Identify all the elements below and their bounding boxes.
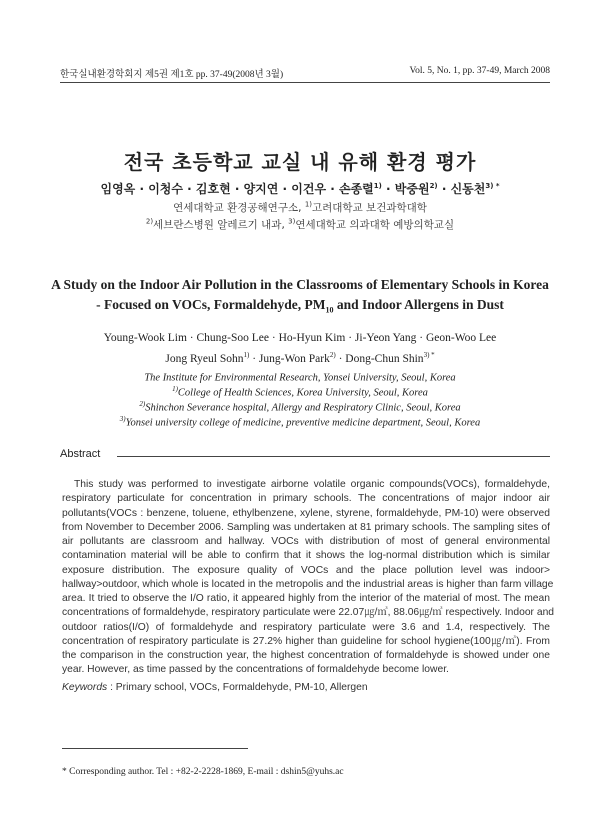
abstract-line: exposure distribution. The exposure quality of VOCs and the place pollution level was indoor> xyxy=(62,564,550,576)
abstract-body xyxy=(62,478,555,678)
korean-authors xyxy=(0,180,600,197)
author-name: 박중원 xyxy=(394,182,430,196)
author-name: 신동천 xyxy=(450,182,486,196)
footnote-rule xyxy=(62,748,248,749)
abstract-line: This study was performed to investigate airborne volatile organic compounds(VOCs), formaldehyde, xyxy=(74,479,550,490)
journal-header-english: Vol. 5, No. 1, pp. 37-49, March 2008 xyxy=(409,66,550,76)
affiliation-text: The Institute for Environmental Research, Yonsei University, Seoul, Korea xyxy=(144,372,456,384)
abstract-line: pollutants(VOCs : benzene, toluene, ethylbenzene, xylene, styrene, formaldehyde, PM-10) were observed xyxy=(62,507,550,519)
abstract-line: area. It tried to observe the I/O ratio, it appeared highly from the interior of the material of most. The mean xyxy=(62,593,550,604)
author-name: 김호현 xyxy=(195,182,231,196)
author-name: · Dong-Chun Shin xyxy=(335,352,424,365)
author-name: 이건우 xyxy=(291,182,327,196)
author-affiliation-mark: 1) xyxy=(373,182,382,190)
affiliation-mark: 1) xyxy=(172,385,178,393)
affiliation-text: College of Health Sciences, Korea University, Seoul, Korea xyxy=(177,387,428,399)
author-name: 손종렬 xyxy=(339,182,374,196)
author-name: 임영옥 xyxy=(100,182,136,196)
affiliation-line xyxy=(0,385,600,400)
english-affiliations xyxy=(0,370,600,430)
english-authors-line-2 xyxy=(0,351,600,365)
journal-header-korean: 한국실내환경학회지 제5권 제1호 pp. 37-49(2008년 3월) xyxy=(60,70,284,80)
abstract-line: concentrations of formaldehyde, respiratory particulate were 22.07㎍/㎥, 88.06㎍/㎥ respectively. Indoor and xyxy=(62,607,555,619)
korean-affiliation-2: $^{2)}$세브란스병원 알레르기 내과, $^{3)}$연세대학교 의과대학 예방의학교실 xyxy=(145,217,455,231)
affiliation-line xyxy=(0,400,600,415)
affiliation-mark: 2) xyxy=(139,400,146,408)
affiliation-line xyxy=(0,370,600,385)
separator: · xyxy=(135,182,149,196)
keywords: Keywords : Primary school, VOCs, Formaldehyde, PM-10, Allergen xyxy=(62,682,368,693)
english-subtitle: - Focused on VOCs, Formaldehyde, $PM_{10}$ and Indoor Allergens in Dust xyxy=(96,297,504,315)
author-name: 양지연 xyxy=(243,182,279,196)
author-name: 이청수 xyxy=(148,182,183,196)
abstract-line: respiratory particulate for concentration in primary schools. The concentrations of major indoor air xyxy=(62,493,550,505)
affiliation-text: Shinchon Severance hospital, Allergy and Respiratory Clinic, Seoul, Korea xyxy=(145,402,461,414)
separator: · xyxy=(278,182,292,196)
abstract-line: contamination material will be able to confirm that it shows the log-normal distribution which is similar xyxy=(62,550,550,562)
abstract-line: air pollutants are classroom and hallway. VOCs with distribution of most of general environmental xyxy=(62,536,550,547)
affiliation-text: Yonsei university college of medicine, preventive medicine department, Seoul, Korea xyxy=(125,417,481,429)
abstract-rule xyxy=(117,456,550,457)
abstract-line: outdoor ratios(I/O) of formaldehyde and respiratory particulate were 3.6 and 1.4, respectively. The xyxy=(62,621,550,633)
separator: · xyxy=(182,182,196,196)
abstract-line: year. However, as time passed by the concentrations of formaldehyde become lower. xyxy=(62,664,449,676)
author-affiliation-mark: 3) * xyxy=(485,182,500,190)
separator: · xyxy=(381,182,395,196)
author-name: · Jung-Won Park xyxy=(249,352,330,365)
author-affiliation-mark: 1) xyxy=(243,351,250,359)
abstract-heading: Abstract xyxy=(60,448,101,460)
separator: · xyxy=(230,182,244,196)
abstract-line: from November to December 2006. Sampling was undertaken at 81 primary schools. The sampling sites of xyxy=(62,521,550,533)
author-affiliation-mark: 2) xyxy=(429,182,438,190)
author-affiliation-mark: 3) * xyxy=(423,351,435,359)
separator: · xyxy=(437,182,451,196)
abstract-line: concentration of respiratory particulate is 27.2% higher than guideline for school hygiene(100㎍/㎥). From xyxy=(62,635,550,647)
abstract-line: the comparison in the construction year, the highest concentration of formaldehyde is showed under one xyxy=(62,650,550,661)
affiliation-mark: 3) xyxy=(119,415,126,423)
affiliation-line xyxy=(0,415,600,430)
header-rule xyxy=(60,82,550,83)
english-title: A Study on the Indoor Air Pollution in the Classrooms of Elementary Schools in Korea xyxy=(51,277,549,292)
author-name: Jong Ryeul Sohn xyxy=(165,352,244,365)
corresponding-author-footnote: * Corresponding author. Tel : +82-2-2228-1869, E-mail : dshin5@yuhs.ac xyxy=(62,767,344,777)
author-affiliation-mark: 2) xyxy=(329,351,336,359)
korean-title: 전국 초등학교 교실 내 유해 환경 평가 xyxy=(123,150,477,174)
english-authors-line-1: Young-Wook Lim · Chung-Soo Lee · Ho-Hyun Kim · Ji-Yeon Yang · Geon-Woo Lee xyxy=(103,332,497,344)
abstract-line: hallway>outdoor, which whole is located in the metropolis and the industrial areas is higher than farm village xyxy=(62,578,554,590)
korean-affiliation-1: 연세대학교 환경공해연구소, $^{1)}$고려대학교 보건과학대학 xyxy=(173,200,427,214)
separator: · xyxy=(326,182,339,196)
